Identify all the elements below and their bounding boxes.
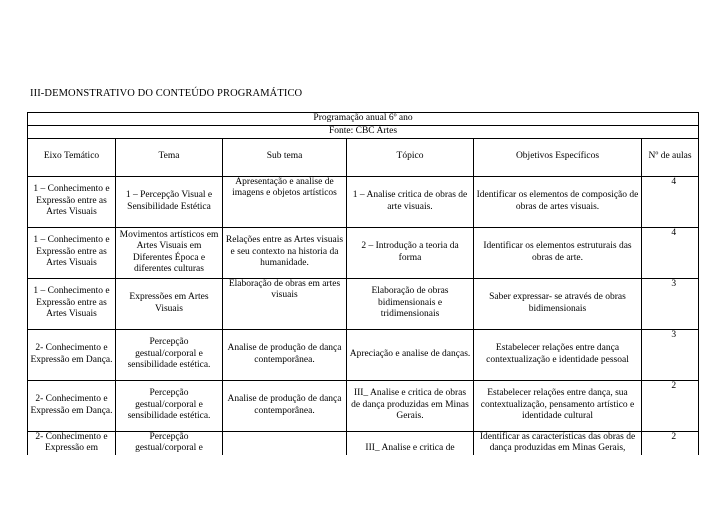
cell-eixo: 1 – Conhecimento e Expressão entre as Artes Visuais <box>28 227 116 278</box>
header-objetivos: Objetivos Específicos <box>474 138 642 176</box>
cell-aulas: 3 <box>642 329 699 380</box>
table-source: Fonte: CBC Artes <box>28 126 699 139</box>
cell-tema: Percepção gestual/corporal e sensibilidade estética. <box>116 380 223 431</box>
cell-subtema: Apresentação e analise de imagens e objetos artísticos <box>223 176 347 227</box>
table-title: Programação anual 6º ano <box>28 113 699 126</box>
table-row <box>28 329 699 380</box>
cell-objetivos: Identificar os elementos de composição de obras de artes visuais. <box>474 176 642 227</box>
cell-tema: Percepção gestual/corporal e <box>116 431 223 455</box>
cell-aulas: 4 <box>642 176 699 227</box>
table-row <box>28 380 699 431</box>
table-row <box>28 278 699 329</box>
section-heading: III-DEMONSTRATIVO DO CONTEÚDO PROGRAMÁTICO <box>30 88 303 99</box>
cell-objetivos: Identificar os elementos estruturais das obras de arte. <box>474 227 642 278</box>
cell-eixo: 2- Conhecimento e Expressão em <box>28 431 116 455</box>
cell-topico: Elaboração de obras bidimensionais e tridimensionais <box>347 278 474 329</box>
cell-topico: 1 – Analise critica de obras de arte visuais. <box>347 176 474 227</box>
cell-tema: 1 – Percepção Visual e Sensibilidade Estética <box>116 176 223 227</box>
cell-eixo: 1 – Conhecimento e Expressão entre as Artes Visuais <box>28 278 116 329</box>
cell-aulas: 3 <box>642 278 699 329</box>
header-tema: Tema <box>116 138 223 176</box>
cell-objetivos: Estabelecer relações entre dança contextualização e identidade pessoal <box>474 329 642 380</box>
cell-topico: Apreciação e analise de danças. <box>347 329 474 380</box>
cell-topico: 2 – Introdução a teoria da forma <box>347 227 474 278</box>
cell-tema: Expressões em Artes Visuais <box>116 278 223 329</box>
header-subtema: Sub tema <box>223 138 347 176</box>
table-row <box>28 431 699 455</box>
header-eixo: Eixo Temático <box>28 138 116 176</box>
cell-objetivos: Estabelecer relações entre dança, sua contextualização, pensamento artístico e identidade cultural <box>474 380 642 431</box>
table-row <box>28 176 699 227</box>
cell-eixo: 2- Conhecimento e Expressão em Dança. <box>28 329 116 380</box>
cell-tema: Percepção gestual/corporal e sensibilidade estética. <box>116 329 223 380</box>
cell-subtema <box>223 431 347 455</box>
cell-subtema: Analise de produção de dança contemporânea. <box>223 329 347 380</box>
cell-subtema: Relações entre as Artes visuais e seu contexto na historia da humanidade. <box>223 227 347 278</box>
table-row <box>28 227 699 278</box>
header-topico: Tópico <box>347 138 474 176</box>
program-table <box>27 112 699 455</box>
table-title-row <box>28 113 699 126</box>
cell-objetivos: Saber expressar- se através de obras bidimensionais <box>474 278 642 329</box>
cell-tema: Movimentos artísticos em Artes Visuais em Diferentes Época e diferentes culturas <box>116 227 223 278</box>
header-aulas: Nº de aulas <box>642 138 699 176</box>
cell-aulas: 2 <box>642 431 699 455</box>
cell-subtema: Elaboração de obras em artes visuais <box>223 278 347 329</box>
cell-subtema: Analise de produção de dança contemporânea. <box>223 380 347 431</box>
table-source-row <box>28 126 699 139</box>
cell-aulas: 2 <box>642 380 699 431</box>
cell-objetivos: Identificar as características das obras de dança produzidas em Minas Gerais, <box>474 431 642 455</box>
table-header-row <box>28 138 699 176</box>
cell-aulas: 4 <box>642 227 699 278</box>
cell-eixo: 2- Conhecimento e Expressão em Dança. <box>28 380 116 431</box>
cell-topico: III_ Analise e critica de obras de dança produzidas em Minas Gerais. <box>347 380 474 431</box>
cell-topico: III_ Analise e critica de <box>347 431 474 455</box>
cell-eixo: 1 – Conhecimento e Expressão entre as Artes Visuais <box>28 176 116 227</box>
